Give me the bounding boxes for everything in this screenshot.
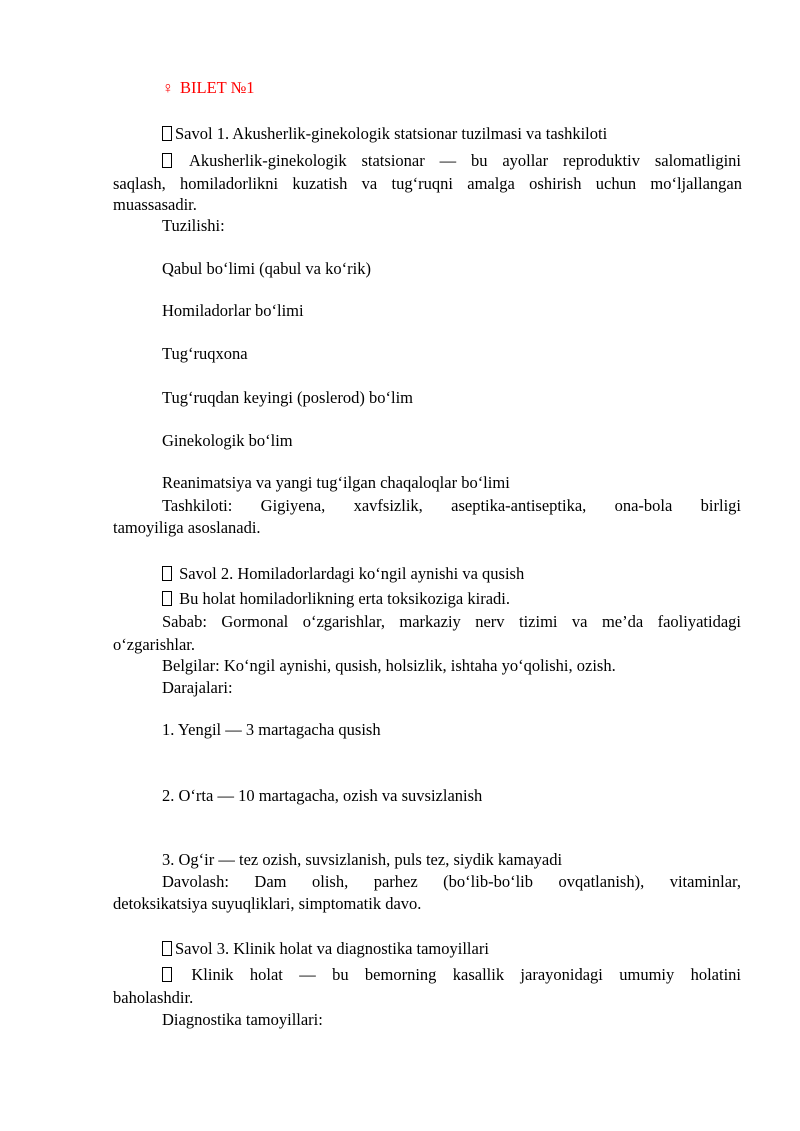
q1-structure-item: Reanimatsiya va yangi tug‘ilgan chaqaloqlar bo‘limi — [162, 473, 510, 492]
female-symbol-icon: ♀ — [162, 80, 174, 97]
q3-heading: Savol 3. Klinik holat va diagnostika tamoyillari — [175, 939, 489, 958]
q2-degree-item: 3. Og‘ir — tez ozish, suvsizlanish, puls tez, siydik kamayadi — [162, 850, 563, 869]
q2-cause-line2: o‘zgarishlar. — [113, 635, 196, 654]
q1-structure-item: Tug‘ruqxona — [162, 344, 248, 363]
missing-glyph-icon — [162, 566, 172, 581]
q2-cause-line1: Sabab: Gormonal o‘zgarishlar, markaziy nerv tizimi va me’da faoliyatidagi — [162, 612, 741, 631]
q3-definition-text1: Klinik holat — bu bemorning kasallik jarayonidagi umumiy holatini — [191, 965, 741, 984]
q2-treatment-line1: Davolash: Dam olish, parhez (bo‘lib-bo‘lib ovqatlanish), vitaminlar, — [162, 872, 741, 891]
q1-paragraph-text1: Akusherlik-ginekologik statsionar — bu ayollar reproduktiv salomatligini — [188, 151, 741, 170]
missing-glyph-icon — [162, 591, 172, 606]
missing-glyph-icon — [162, 153, 172, 168]
q1-structure-item: Tug‘ruqdan keyingi (poslerod) bo‘lim — [162, 388, 413, 407]
q1-heading-row — [162, 124, 607, 144]
q1-paragraph-line1 — [162, 151, 741, 171]
q2-heading-row — [162, 564, 524, 584]
missing-glyph-icon — [162, 126, 172, 141]
q2-intro-row — [162, 589, 510, 609]
bilet-title: BILET №1 — [180, 78, 255, 97]
q2-treatment-line2: detoksikatsiya suyuqliklari, simptomatik davo. — [113, 894, 422, 913]
q2-degree-item: 2. O‘rta — 10 martagacha, ozish va suvsizlanish — [162, 786, 483, 805]
q2-signs: Belgilar: Ko‘ngil aynishi, qusish, holsizlik, ishtaha yo‘qolishi, ozish. — [162, 656, 616, 675]
q3-definition-line2: baholashdir. — [113, 988, 194, 1007]
q1-structure-item: Homiladorlar bo‘limi — [162, 301, 304, 320]
missing-glyph-icon — [162, 941, 172, 956]
q1-structure-item: Ginekologik bo‘lim — [162, 431, 293, 450]
q1-paragraph-line2: saqlash, homiladorlikni kuzatish va tug‘ruqni amalga oshirish uchun mo‘ljallangan — [113, 174, 742, 193]
q1-structure-item: Qabul bo‘limi (qabul va ko‘rik) — [162, 259, 371, 278]
missing-glyph-icon — [162, 967, 172, 982]
q3-diagnostics-label: Diagnostika tamoyillari: — [162, 1010, 323, 1029]
q2-degrees-label: Darajalari: — [162, 678, 233, 697]
q1-organization-line1: Tashkiloti: Gigiyena, xavfsizlik, aseptika-antiseptika, ona-bola birligi — [162, 496, 741, 515]
q3-definition-line1 — [162, 965, 741, 985]
q3-heading-row — [162, 939, 489, 959]
q1-paragraph-line3: muassasadir. — [113, 195, 197, 214]
q1-heading: Savol 1. Akusherlik-ginekologik statsionar tuzilmasi va tashkiloti — [175, 124, 608, 143]
q2-intro: Bu holat homiladorlikning erta toksikoziga kiradi. — [179, 589, 510, 608]
q2-degree-item: 1. Yengil — 3 martagacha qusish — [162, 720, 381, 739]
q1-structure-label: Tuzilishi: — [162, 216, 225, 235]
bilet-title-row — [162, 78, 255, 99]
q1-organization-line2: tamoyiliga asoslanadi. — [113, 518, 261, 537]
q2-heading: Savol 2. Homiladorlardagi ko‘ngil aynishi va qusish — [179, 564, 525, 583]
